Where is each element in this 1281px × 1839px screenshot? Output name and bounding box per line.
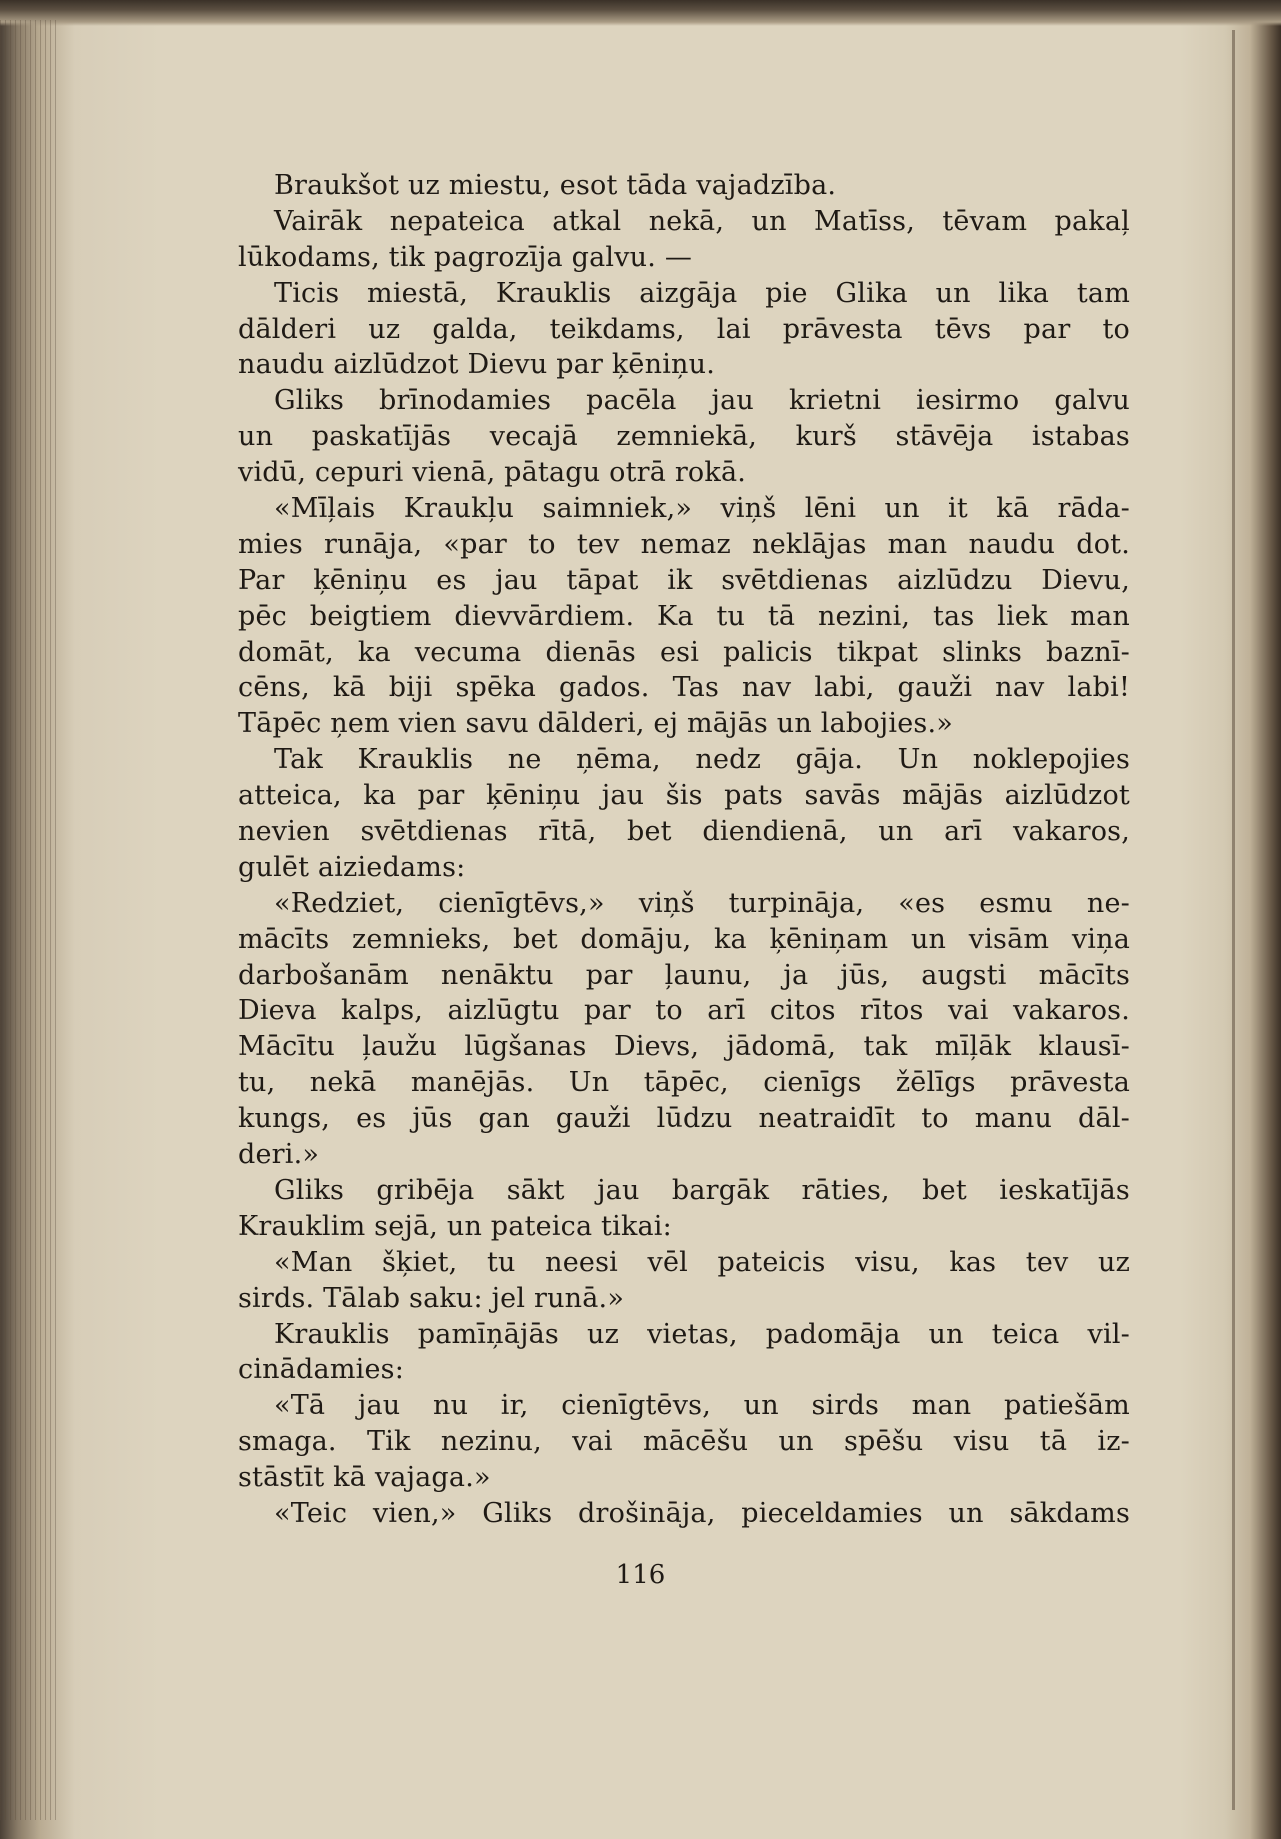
text-line: Krauklis pamīņājās uz vietas, padomāja un teica vil- bbox=[274, 1318, 1130, 1350]
page-top-edge bbox=[0, 0, 1281, 26]
text-line: Tāpēc ņem vien savu dālderi, ej mājās un labojies.» bbox=[238, 708, 953, 740]
text-line: «Teic vien,» Gliks drošināja, pieceldamies un sākdams bbox=[274, 1497, 1130, 1529]
text-line: deri.» bbox=[238, 1139, 320, 1171]
text-line: Gliks gribēja sākt jau bargāk rāties, bet ieskatījās bbox=[274, 1174, 1130, 1206]
page-stack-edge bbox=[0, 20, 58, 1820]
text-line: cēns, kā biji spēka gados. Tas nav labi, gauži nav labi! bbox=[238, 672, 1130, 704]
text-line: un paskatījās vecajā zemniekā, kurš stāvēja istabas bbox=[238, 421, 1130, 453]
text-line: Par ķēniņu es jau tāpat ik svētdienas aizlūdzu Dievu, bbox=[238, 564, 1130, 596]
text-line: cinādamies: bbox=[238, 1354, 404, 1386]
text-line: vidū, cepuri vienā, pātagu otrā rokā. bbox=[238, 457, 747, 489]
text-line: Mācītu ļaužu lūgšanas Dievs, jādomā, tak mīļāk klausī- bbox=[238, 1031, 1130, 1063]
text-line: Dieva kalps, aizlūgtu par to arī citos rītos vai vakaros. bbox=[238, 995, 1130, 1027]
text-line: sirds. Tālab saku: jel runā.» bbox=[238, 1282, 625, 1314]
text-line: tu, nekā manējās. Un tāpēc, cienīgs žēlīgs prāvesta bbox=[238, 1067, 1130, 1099]
text-line: Vairāk nepateica atkal nekā, un Matīss, tēvam pakaļ bbox=[274, 205, 1130, 237]
body-text bbox=[238, 168, 1130, 1532]
text-line: dālderi uz galda, teikdams, lai prāvesta tēvs par to bbox=[238, 313, 1130, 345]
text-line: domāt, ka vecuma dienās esi palicis tikpat slinks baznī- bbox=[238, 636, 1130, 668]
text-line: «Redziet, cienīgtēvs,» viņš turpināja, «es esmu ne- bbox=[274, 887, 1130, 919]
text-line: mācīts zemnieks, bet domāju, ka ķēniņam un visām viņa bbox=[238, 923, 1130, 955]
text-line: kungs, es jūs gan gauži lūdzu neatraidīt to manu dāl- bbox=[238, 1103, 1130, 1135]
text-line: Tak Krauklis ne ņēma, nedz gāja. Un noklepojies bbox=[274, 744, 1130, 776]
text-line: darbošanām nenāktu par ļaunu, ja jūs, augsti mācīts bbox=[238, 959, 1130, 991]
text-line: Ticis miestā, Krauklis aizgāja pie Glika un lika tam bbox=[274, 277, 1130, 309]
text-line: «Mīļais Kraukļu saimniek,» viņš lēni un it kā rāda- bbox=[274, 493, 1130, 525]
text-line: naudu aizlūdzot Dievu par ķēniņu. bbox=[238, 349, 715, 381]
text-line: «Man šķiet, tu neesi vēl pateicis visu, kas tev uz bbox=[274, 1246, 1130, 1278]
text-line: «Tā jau nu ir, cienīgtēvs, un sirds man patiešām bbox=[274, 1390, 1130, 1422]
text-line: smaga. Tik nezinu, vai mācēšu un spēšu visu tā iz- bbox=[238, 1426, 1130, 1458]
text-line: gulēt aiziedams: bbox=[238, 851, 466, 883]
text-line: mies runāja, «par to tev nemaz neklājas man naudu dot. bbox=[238, 528, 1130, 560]
page-right-edge bbox=[1232, 30, 1235, 1810]
text-line: pēc beigtiem dievvārdiem. Ka tu tā nezini, tas liek man bbox=[238, 600, 1130, 632]
text-line: Gliks brīnodamies pacēla jau krietni iesirmo galvu bbox=[274, 385, 1130, 417]
text-line: nevien svētdienas rītā, bet diendienā, un arī vakaros, bbox=[238, 816, 1130, 848]
text-line: Krauklim sejā, un pateica tikai: bbox=[238, 1210, 672, 1242]
text-line: Braukšot uz miestu, esot tāda vajadzība. bbox=[274, 170, 837, 201]
text-line: lūkodams, tik pagrozīja galvu. — bbox=[238, 241, 693, 273]
text-line: atteica, ka par ķēniņu jau šis pats savās mājās aizlūdzot bbox=[238, 780, 1130, 812]
page-number: 116 bbox=[615, 1560, 666, 1590]
text-line: stāstīt kā vajaga.» bbox=[238, 1462, 491, 1494]
